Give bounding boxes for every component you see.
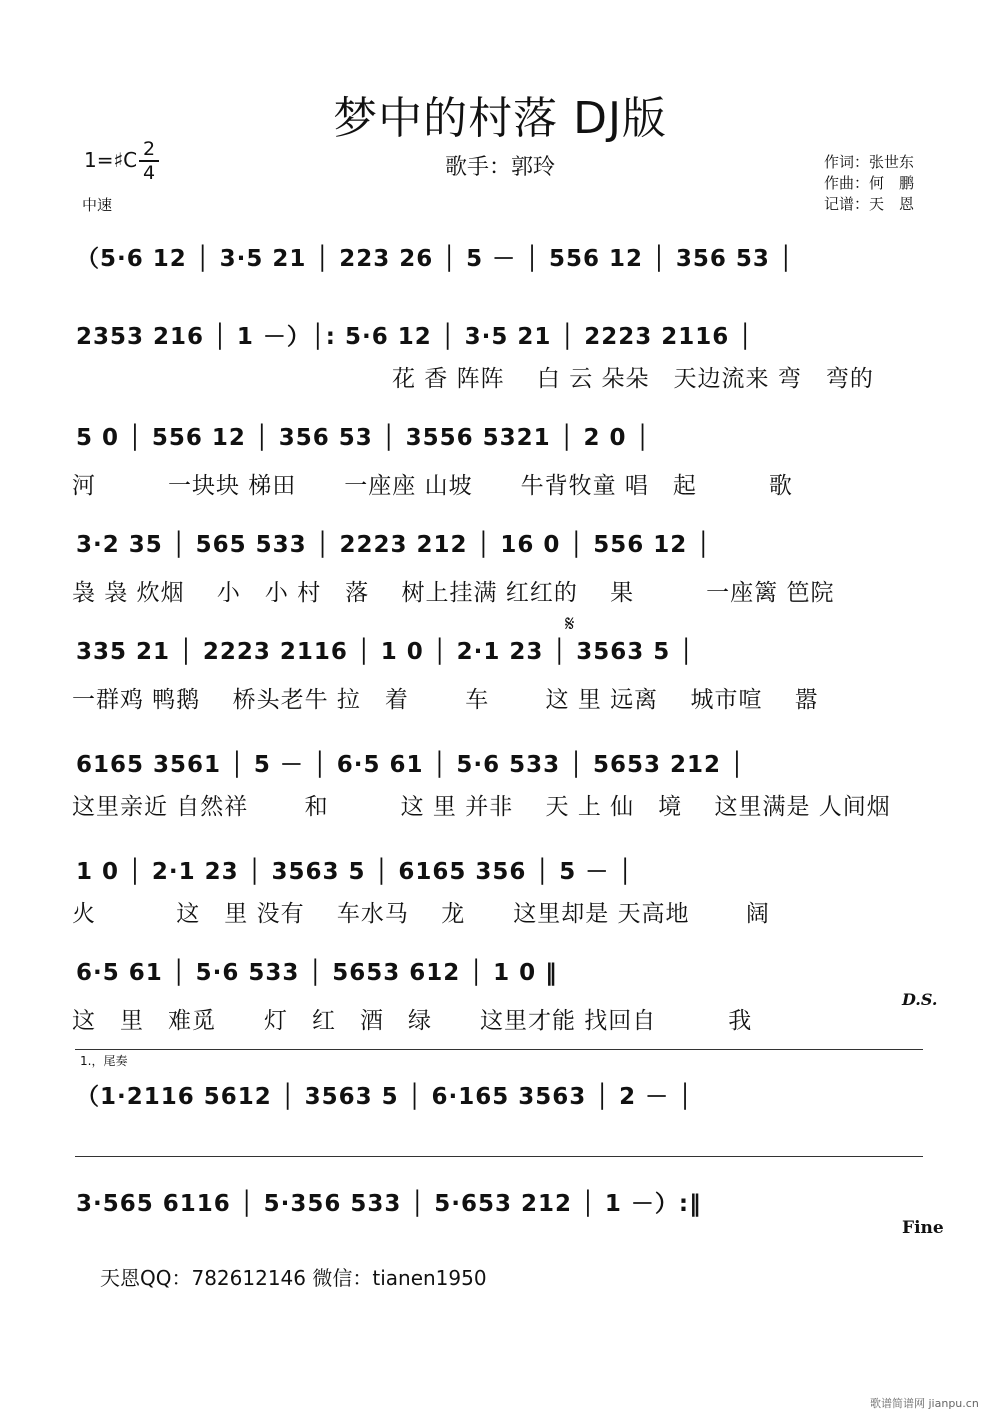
lyrics-row-6: 这里亲近 自然祥 和 这 里 并非 天 上 仙 境 这里满是 人间烟 (72, 794, 891, 820)
lyrics-row-4: 袅 袅 炊烟 小 小 村 落 树上挂满 红红的 果 一座篱 笆院 (72, 580, 835, 606)
notation-row-9: （1·2116 5612 │ 3563 5 │ 6·165 3563 │ 2 － │ (76, 1084, 694, 1110)
notation-row-3: 5 0 │ 556 12 │ 356 53 │ 3556 5321 │ 2 0 │ (76, 425, 651, 451)
notation-row-6: 6165 3561 │ 5 － │ 6·5 61 │ 5·6 533 │ 5653 212 │ (76, 752, 745, 778)
contact-info: 天恩QQ：782612146 微信：tianen1950 (100, 1266, 487, 1290)
notation-row-4: 3·2 35 │ 565 533 │ 2223 212 │ 16 0 │ 556 12 │ (76, 532, 712, 558)
tempo-marking: 中速 (82, 196, 113, 214)
lyrics-row-8: 这 里 难觅 灯 红 酒 绿 这里才能 找回自 我 (72, 1008, 753, 1034)
transcriber: 记谱：天 恩 (824, 195, 915, 213)
song-title: 梦中的村落 DJ版 (333, 93, 667, 144)
fine-marking: Fine (902, 1218, 944, 1238)
composer: 作曲：何 鹏 (824, 174, 915, 192)
notation-row-10: 3·565 6116 │ 5·356 533 │ 5·653 212 │ 1 －）:‖ (76, 1191, 702, 1217)
singer: 歌手：郭玲 (444, 155, 555, 180)
notation-row-2: 2353 216 │ 1 －）│: 5·6 12 │ 3·5 21 │ 2223 2116 │ (76, 324, 754, 350)
volta-bracket-line (75, 1049, 923, 1050)
lyrics-row-3: 河 一块块 梯田 一座座 山坡 牛背牧童 唱 起 歌 (72, 473, 793, 499)
lyrics-row-5: 一群鸡 鸭鹅 桥头老牛 拉 着 车 这 里 远离 城市喧 嚣 (72, 687, 819, 713)
lyrics-row-7: 火 这 里 没有 车水马 龙 这里却是 天高地 阔 (72, 901, 770, 927)
lyricist: 作词：张世东 (824, 153, 915, 171)
notation-row-5: 335 21 │ 2223 2116 │ 1 0 │ 2·1 23 │ 3563 5 │ (76, 639, 695, 665)
notation-row-8: 6·5 61 │ 5·6 533 │ 5653 612 │ 1 0 ‖ (76, 960, 558, 986)
segno-sign: 𝄋 (565, 612, 575, 637)
lyrics-row-2: 花 香 阵阵 白 云 朵朵 天边流来 弯 弯的 (392, 366, 874, 392)
time-signature-bottom: 4 (142, 162, 156, 184)
key-signature: 1=♯C (84, 148, 138, 172)
site-watermark: 歌谱简谱网 jianpu.cn (870, 1397, 979, 1410)
notation-row-7: 1 0 │ 2·1 23 │ 3563 5 │ 6165 356 │ 5 － │ (76, 859, 634, 885)
time-signature-top: 2 (142, 138, 156, 160)
ds-marking: D.S. (902, 990, 938, 1009)
volta-label: 1.，尾奏 (80, 1054, 128, 1068)
volta-bracket-line-2 (75, 1156, 923, 1157)
credits (824, 152, 914, 215)
notation-row-1: （5·6 12 │ 3·5 21 │ 223 26 │ 5 － │ 556 12 │ 356 53 │ (76, 246, 794, 272)
